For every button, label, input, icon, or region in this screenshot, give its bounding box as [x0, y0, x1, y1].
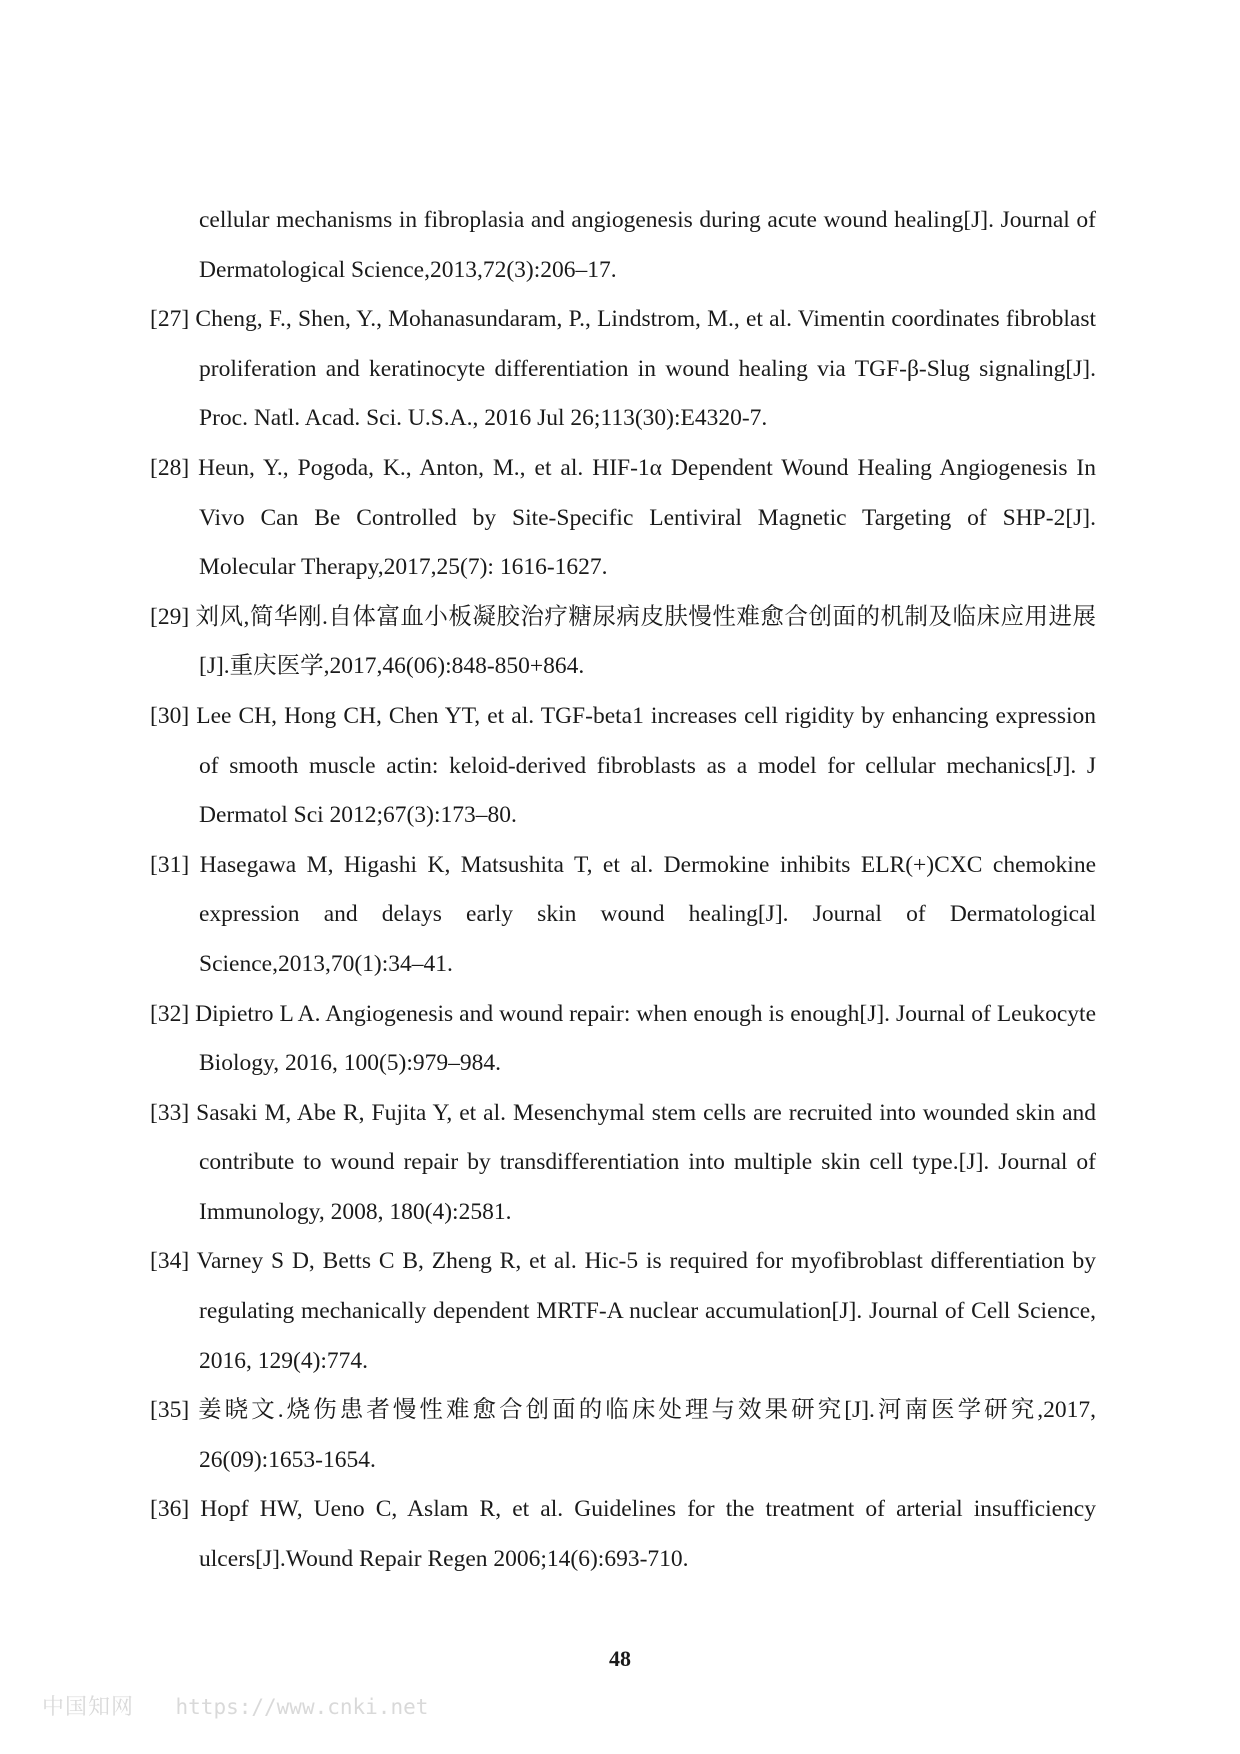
reference-number: [32]: [150, 1000, 190, 1027]
reference-text: Hasegawa M, Higashi K, Matsushita T, et al. Dermokine inhibits ELR(+)CXC chemokine expression and delays early skin wound healing[J]. Journal of Dermatological Science,2013,70(1):34–41.: [199, 851, 1097, 977]
reference-text: Lee CH, Hong CH, Chen YT, et al. TGF-beta1 increases cell rigidity by enhancing expression of smooth muscle actin: keloid-derived fibroblasts as a model for cellular mechanics[J]. J Dermatol Sci 2012;67(3):173–80.: [196, 702, 1097, 829]
reference-text: Sasaki M, Abe R, Fujita Y, et al. Mesenchymal stem cells are recruited into wounded skin and contribute to wound repair by transdifferentiation into multiple skin cell type.[J]. Journal of Immunology, 2008, 180(4):2581.: [196, 1099, 1096, 1225]
reference-item: [150, 593, 1096, 692]
reference-number: [33]: [150, 1099, 190, 1126]
reference-text: cellular mechanisms in fibroplasia and angiogenesis during acute wound healing[J]. Journal of Dermatological Science,2013,72(3):206–17.: [199, 207, 1096, 283]
reference-item: [150, 841, 1096, 990]
reference-item: [150, 990, 1096, 1089]
reference-number: [30]: [150, 702, 190, 729]
reference-number: [35]: [150, 1397, 190, 1424]
reference-text: Dipietro L A. Angiogenesis and wound repair: when enough is enough[J]. Journal of Leukocyte Biology, 2016, 100(5):979–984.: [195, 1000, 1096, 1077]
page-number: 48: [609, 1646, 631, 1671]
reference-number: [31]: [150, 851, 190, 878]
reference-text: 姜晓文.烧伤患者慢性难愈合创面的临床处理与效果研究[J].河南医学研究,2017, 26(09):1653-1654.: [198, 1397, 1097, 1473]
watermark-url: https://www.cnki.net: [175, 1695, 429, 1719]
reference-text: Cheng, F., Shen, Y., Mohanasundaram, P., Lindstrom, M., et al. Vimentin coordinates fibroblast proliferation and keratinocyte differentiation in wound healing via TGF-β-Slug signaling[J]. Proc. Natl. Acad. Sci. U.S.A., 2016 Jul 26;113(30):E4320-7.: [195, 306, 1096, 432]
reference-number: [28]: [150, 454, 190, 481]
reference-text: Varney S D, Betts C B, Zheng R, et al. Hic-5 is required for myofibroblast differentiation by regulating mechanically dependent MRTF-A nuclear accumulation[J]. Journal of Cell Science, 2016, 129(4):774.: [196, 1248, 1097, 1374]
watermark: [42, 1690, 428, 1721]
reference-item: [150, 295, 1096, 444]
reference-text: Heun, Y., Pogoda, K., Anton, M., et al. HIF-1α Dependent Wound Healing Angiogenesis In Vivo Can Be Controlled by Site-Specific Lentiviral Magnetic Targeting of SHP-2[J]. Molecular Therapy,2017,25(7): 1616-1627.: [198, 454, 1097, 581]
reference-number: [34]: [150, 1248, 190, 1275]
reference-item: [150, 1485, 1096, 1584]
reference-item: [150, 444, 1096, 593]
reference-item: [150, 1089, 1096, 1238]
reference-number: [36]: [150, 1496, 190, 1523]
reference-number: [29]: [150, 603, 190, 630]
reference-text: Hopf HW, Ueno C, Aslam R, et al. Guidelines for the treatment of arterial insufficiency ulcers[J].Wound Repair Regen 2006;14(6):693-710.: [199, 1496, 1096, 1573]
reference-item: [150, 196, 1096, 295]
reference-item: [150, 692, 1096, 841]
reference-number: [27]: [150, 306, 190, 333]
reference-list: [150, 196, 1096, 1585]
reference-item: [150, 1386, 1096, 1485]
reference-item: [150, 1237, 1096, 1386]
watermark-site-name: 中国知网: [42, 1695, 135, 1720]
reference-text: 刘风,简华刚.自体富血小板凝胶治疗糖尿病皮肤慢性难愈合创面的机制及临床应用进展[J].重庆医学,2017,46(06):848-850+864.: [195, 603, 1097, 680]
